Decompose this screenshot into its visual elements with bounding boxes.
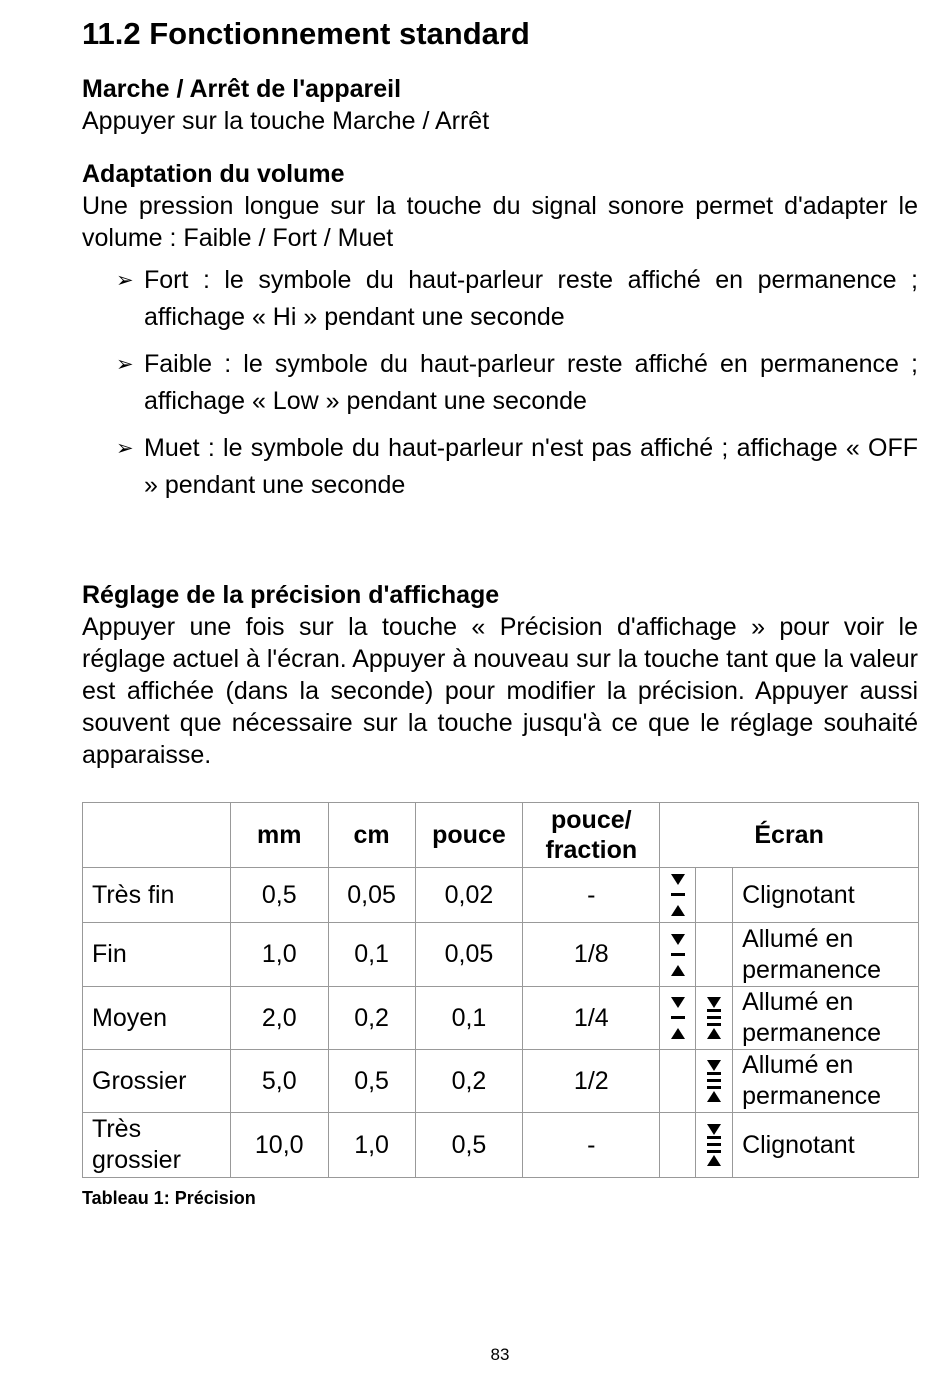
precision-table — [82, 802, 919, 1178]
header-fraction-line1: pouce/ — [551, 806, 632, 834]
volume-bullet-fort — [116, 262, 918, 336]
empty-symbol-cell — [696, 868, 733, 923]
bullet-text: Muet : le symbole du haut-parleur n'est pas affiché ; affichage « OFF » pendant une seconde — [144, 434, 918, 499]
cell-mm: 0,5 — [230, 868, 328, 923]
table-row — [83, 987, 919, 1050]
bullet-arrow-icon: ➢ — [116, 353, 134, 376]
cell-cm: 1,0 — [328, 1113, 415, 1178]
onoff-heading: Marche / Arrêt de l'appareil — [82, 75, 402, 103]
page-number: 83 — [490, 1345, 510, 1364]
header-pouce: pouce — [415, 803, 523, 868]
cell-mm: 5,0 — [230, 1050, 328, 1113]
cell-fraction: 1/4 — [523, 987, 660, 1050]
row-label: Fin — [83, 923, 231, 987]
onoff-text: Appuyer sur la touche Marche / Arrêt — [82, 107, 490, 135]
header-blank — [83, 803, 231, 868]
row-status: Clignotant — [733, 1113, 919, 1178]
table-row — [83, 1050, 919, 1113]
bullet-arrow-icon: ➢ — [116, 437, 134, 460]
row-label: Très grossier — [83, 1113, 231, 1178]
row-label: Très fin — [83, 868, 231, 923]
volume-bullet-muet — [116, 430, 918, 504]
cell-fraction: - — [523, 868, 660, 923]
cell-mm: 1,0 — [230, 923, 328, 987]
volume-heading: Adaptation du volume — [82, 160, 345, 188]
table-row — [83, 923, 919, 987]
cell-cm: 0,1 — [328, 923, 415, 987]
cell-pouce: 0,1 — [415, 987, 523, 1050]
table-row — [83, 868, 919, 923]
section-title: 11.2 Fonctionnement standard — [82, 16, 530, 51]
resolution-single-icon — [660, 923, 696, 987]
cell-cm: 0,2 — [328, 987, 415, 1050]
bullet-text: Faible : le symbole du haut-parleur reste affiché en permanence ; affichage « Low » pendant une seconde — [144, 350, 918, 415]
cell-fraction: - — [523, 1113, 660, 1178]
precision-text: Appuyer une fois sur la touche « Précision d'affichage » pour voir le réglage actuel à l'écran. Appuyer à nouveau sur la touche tant que la valeur est affichée (dans la seconde) pour modifier la précision. Appuyer aussi souvent que nécessaire sur la touche jusqu'à ce que le réglage souhaité apparaisse. — [82, 613, 918, 769]
header-fraction-line2: fraction — [545, 836, 638, 864]
bullet-text: Fort : le symbole du haut-parleur reste affiché en permanence ; affichage « Hi » pendant une seconde — [144, 266, 918, 331]
resolution-single-icon — [660, 868, 696, 923]
cell-cm: 0,05 — [328, 868, 415, 923]
row-status: Allumé en permanence — [733, 1050, 919, 1113]
empty-symbol-cell — [696, 923, 733, 987]
table-header-row — [83, 803, 919, 868]
header-mm: mm — [230, 803, 328, 868]
row-status: Clignotant — [733, 868, 919, 923]
cell-fraction: 1/8 — [523, 923, 660, 987]
cell-pouce: 0,02 — [415, 868, 523, 923]
cell-fraction: 1/2 — [523, 1050, 660, 1113]
volume-text: Une pression longue sur la touche du signal sonore permet d'adapter le volume : Faible / Fort / Muet — [82, 192, 918, 252]
resolution-single-icon — [660, 987, 696, 1050]
cell-cm: 0,5 — [328, 1050, 415, 1113]
table-caption: Tableau 1: Précision — [82, 1188, 256, 1208]
empty-symbol-cell — [660, 1113, 696, 1178]
cell-mm: 10,0 — [230, 1113, 328, 1178]
precision-heading: Réglage de la précision d'affichage — [82, 581, 500, 609]
row-status: Allumé en permanence — [733, 987, 919, 1050]
volume-bullet-faible — [116, 346, 918, 420]
resolution-double-icon — [696, 987, 733, 1050]
row-label: Moyen — [83, 987, 231, 1050]
header-fraction — [523, 803, 660, 868]
cell-mm: 2,0 — [230, 987, 328, 1050]
header-cm: cm — [328, 803, 415, 868]
row-status: Allumé en permanence — [733, 923, 919, 987]
table-row — [83, 1113, 919, 1178]
bullet-arrow-icon: ➢ — [116, 269, 134, 292]
cell-pouce: 0,2 — [415, 1050, 523, 1113]
cell-pouce: 0,05 — [415, 923, 523, 987]
empty-symbol-cell — [660, 1050, 696, 1113]
resolution-double-icon — [696, 1113, 733, 1178]
row-label: Grossier — [83, 1050, 231, 1113]
cell-pouce: 0,5 — [415, 1113, 523, 1178]
resolution-double-icon — [696, 1050, 733, 1113]
header-ecran: Écran — [660, 803, 919, 868]
